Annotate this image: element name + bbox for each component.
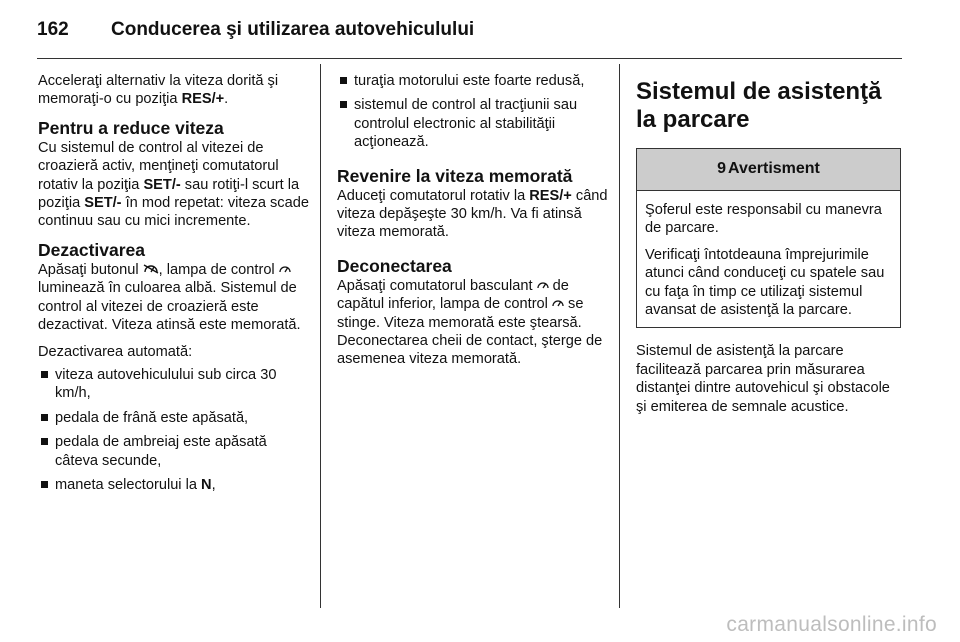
list-item: turaţia motorului este foarte redusă,	[337, 72, 609, 90]
parking-assist-paragraph: Sistemul de asistenţă la parcare facilitează parcarea prin măsurarea distanţei dintre autovehicul şi obstacole şi emiterea de semnale acustice.	[636, 343, 890, 415]
header-rule	[37, 58, 902, 59]
auto-deactivation-label: Dezactivarea automată:	[38, 344, 193, 361]
warning-text-2: Verificaţi întotdeauna împrejurimile atunci când conduceţi cu spatele sau cu faţa în timp ce utilizaţi sistemul avansat de asistenţă la parcare.	[645, 246, 885, 319]
column-1	[38, 72, 310, 500]
list-item: maneta selectorului la N,	[38, 476, 310, 494]
resume-paragraph: Aduceţi comutatorul rotativ la RES/+ când viteza depăşeşte 30 km/h. Va fi atinsă viteza memorată.	[337, 187, 608, 241]
warning-text-1: Şoferul este responsabil cu manevra de parcare.	[645, 202, 882, 237]
column-3	[636, 78, 901, 425]
warning-box	[636, 148, 901, 328]
column-divider-2	[619, 64, 620, 608]
cruise-control-icon	[552, 295, 564, 313]
warning-icon: 9	[717, 160, 726, 178]
cruise-control-icon	[537, 277, 549, 295]
warning-title: Avertisment	[728, 160, 820, 178]
column-divider-1	[320, 64, 321, 608]
cruise-off-icon	[143, 261, 159, 279]
heading-resume: Revenire la viteza memorată	[337, 165, 573, 186]
auto-deactivation-list-cont	[337, 72, 609, 152]
cruise-control-icon	[279, 261, 291, 279]
warning-body	[637, 191, 900, 327]
intro-paragraph: Acceleraţi alternativ la viteza dorită şi memoraţi-o cu poziţia RES/+.	[38, 73, 279, 108]
deactivate-paragraph: Apăsaţi butonul , lampa de control luminează în culoarea albă. Sistemul de control al vitezei de croazieră este dezactivat. Viteza atinsă este memorată.	[38, 261, 301, 334]
warning-header	[637, 149, 900, 191]
column-2	[337, 72, 609, 378]
watermark: carmanualsonline.info	[726, 613, 937, 636]
chapter-title: Conducerea şi utilizarea autovehiculului	[111, 19, 475, 40]
page-number: 162	[37, 19, 69, 40]
heading-reduce-speed: Pentru a reduce viteza	[38, 117, 224, 138]
list-item: viteza autovehiculului sub circa 30 km/h,	[38, 366, 310, 403]
list-item: sistemul de control al tracţiunii sau controlul electronic al stabilităţii acţionează.	[337, 96, 609, 151]
list-item: pedala de frână este apăsată,	[38, 409, 310, 427]
page-header	[37, 10, 474, 50]
reduce-paragraph: Cu sistemul de control al vitezei de croazieră activ, menţineţi comutatorul rotativ la poziţia SET/- sau rotiţi-l scurt la poziţia SET/- în mod repetat: viteza scade continuu sau cu mici incremente.	[38, 139, 309, 230]
disconnect-paragraph: Apăsaţi comutatorul basculant de capătul inferior, lampa de control se stinge. Viteza memorată este ştearsă. Deconectarea cheii de contact, şterge de asemenea viteza memorată.	[337, 277, 603, 368]
section-title: Sistemul de asistenţă la parcare	[636, 78, 882, 133]
auto-deactivation-list	[38, 366, 310, 494]
heading-disconnect: Deconectarea	[337, 255, 452, 276]
heading-deactivate: Dezactivarea	[38, 239, 146, 260]
list-item: pedala de ambreiaj este apăsată câteva secunde,	[38, 433, 310, 470]
